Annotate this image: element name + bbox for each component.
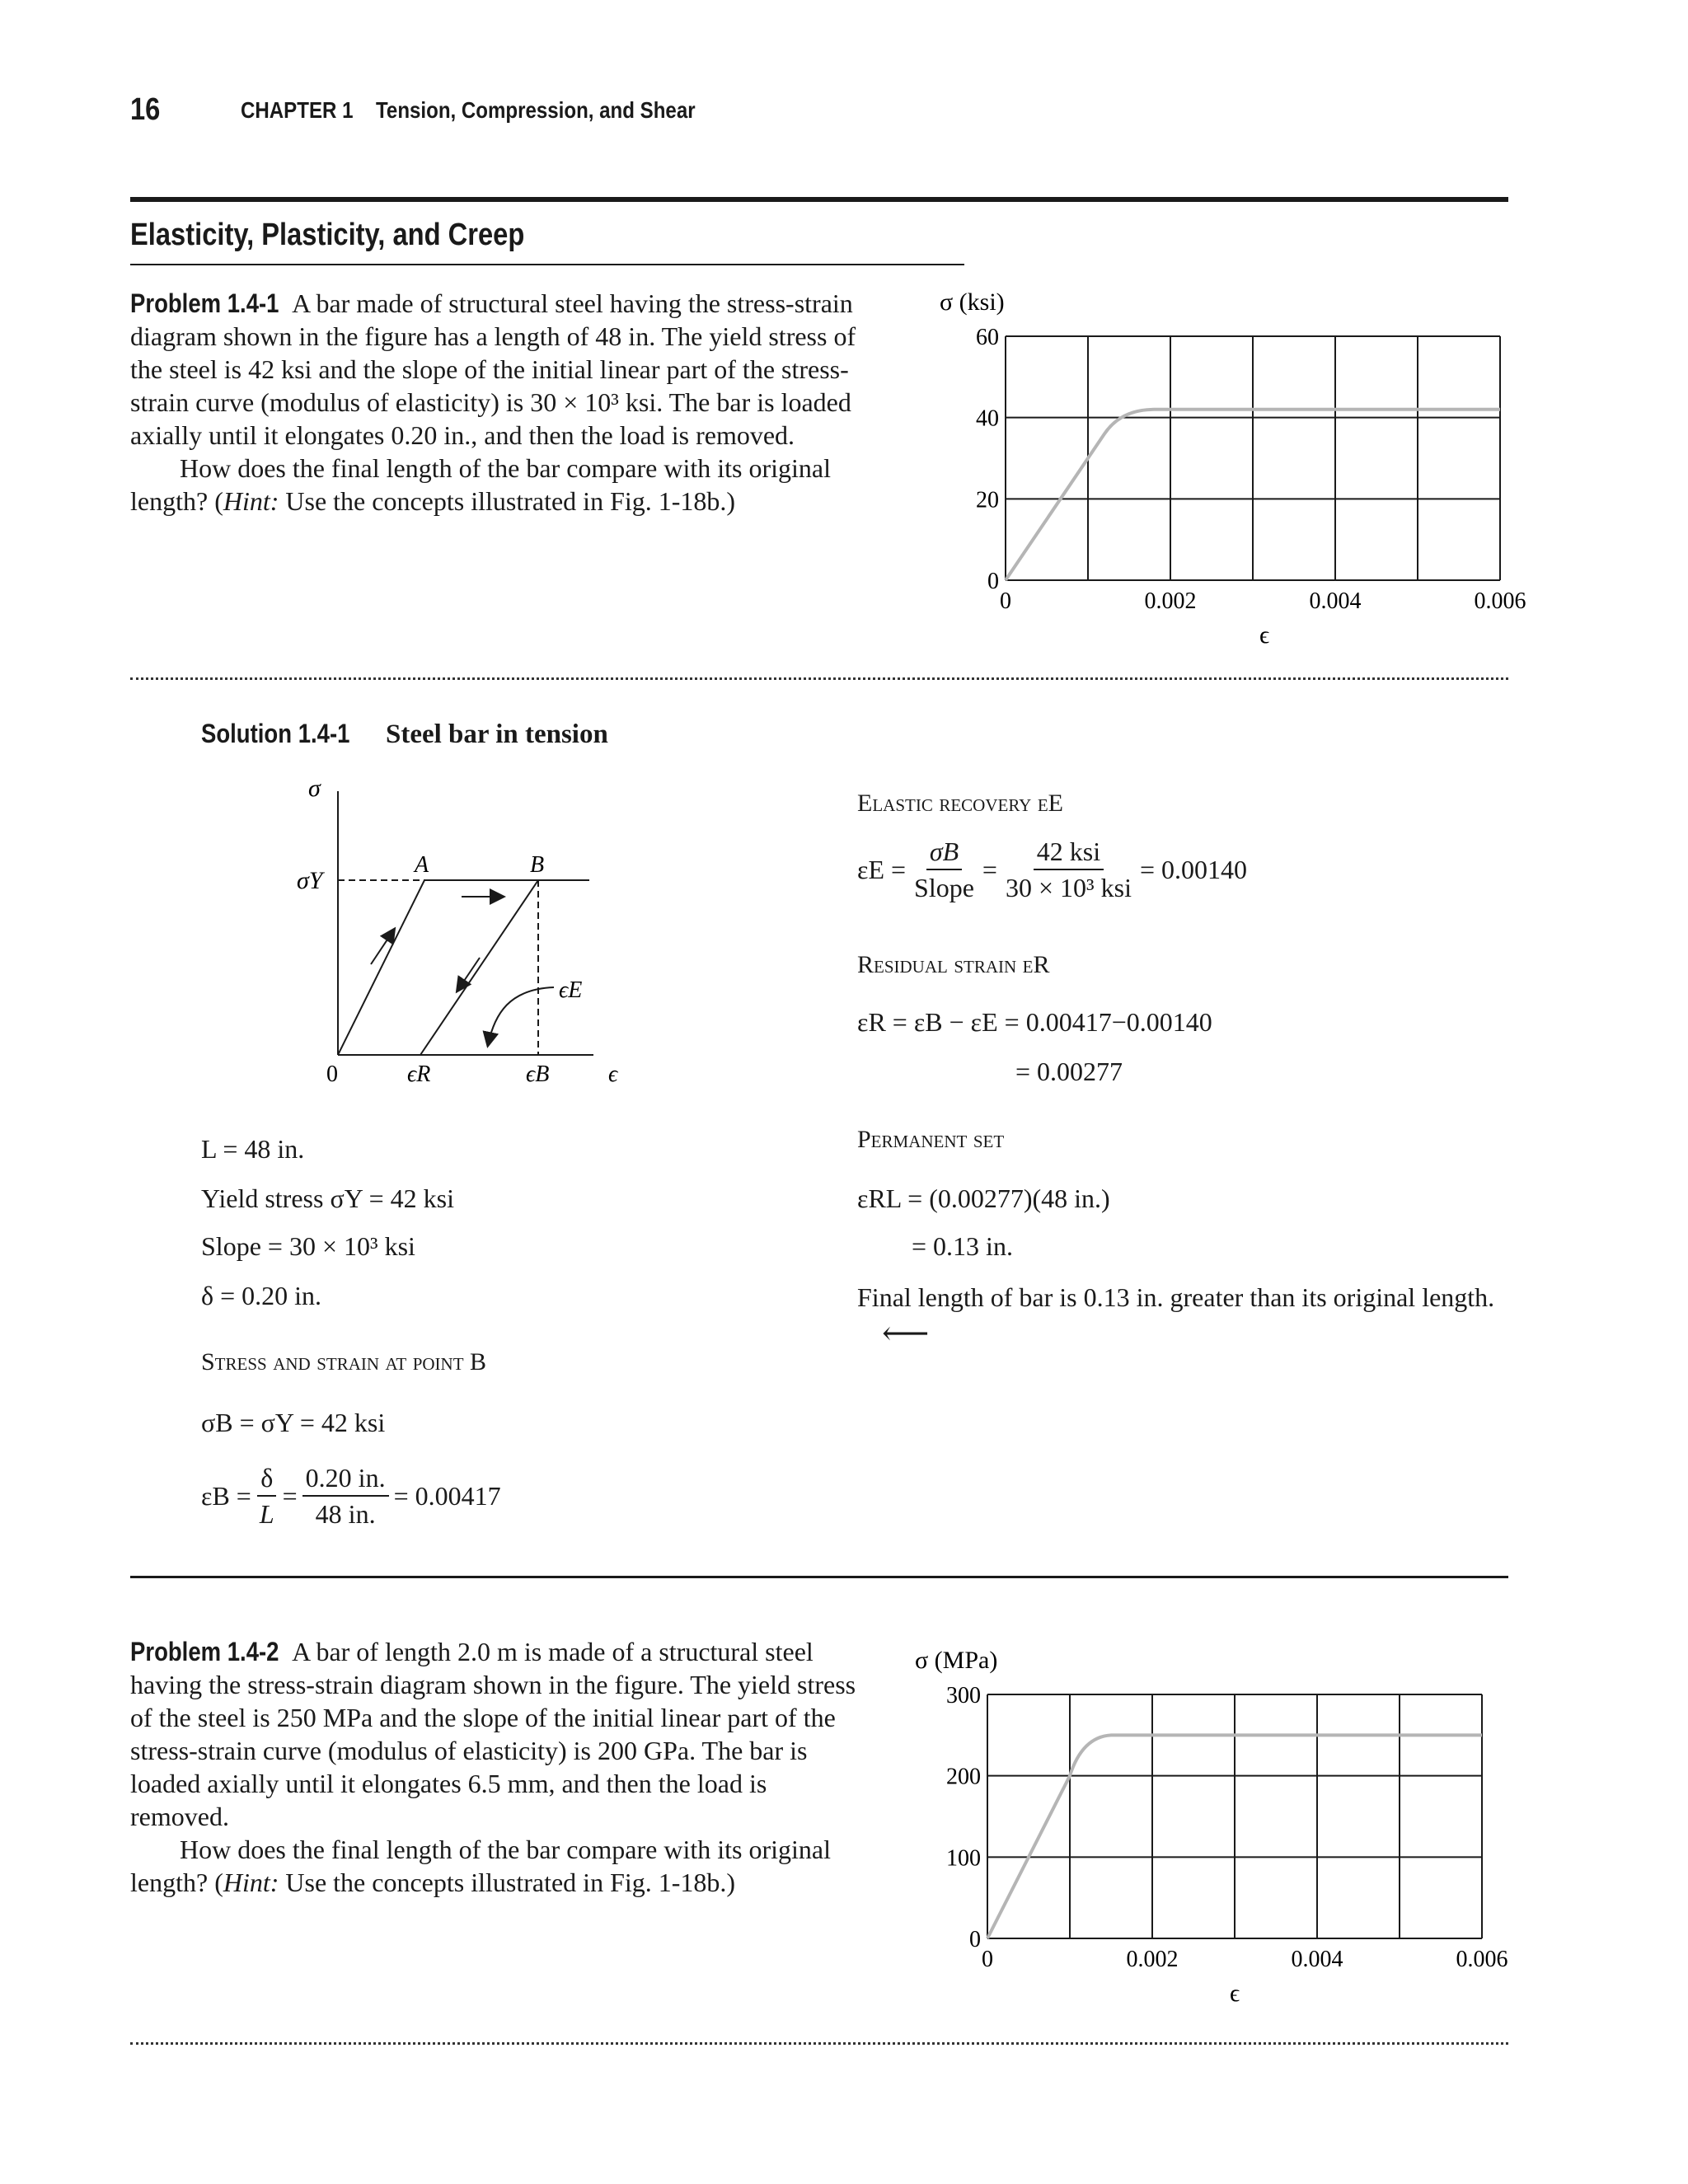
eps-e-frac-1 — [911, 836, 978, 903]
sigma-b-equation: σB = σY = 42 ksi — [201, 1408, 386, 1437]
chart-1-x-tick-label: 0 — [1000, 588, 1011, 614]
solution-diagram — [297, 775, 668, 1088]
eps-b-frac-1-den: L — [259, 1499, 274, 1529]
divider-dotted-1 — [130, 677, 1508, 680]
chart-1-x-tick-label: 0.004 — [1309, 588, 1362, 614]
chart-1-y-tick-label: 20 — [976, 487, 999, 513]
eps-e-equation — [857, 836, 1247, 903]
chart-1 — [940, 280, 1533, 651]
final-length-text: Final length of bar is 0.13 in. greater than its original length. — [857, 1282, 1495, 1312]
eps-e-frac-2 — [1002, 836, 1135, 903]
eps-e-frac-1-den: Slope — [914, 873, 974, 902]
final-length-statement — [857, 1281, 1500, 1352]
elastic-recovery-heading: Elastic recovery εE — [857, 790, 1063, 817]
problem-2-question: How does the final length of the bar compare with its original length? ( — [130, 1835, 832, 1897]
given-delta: δ = 0.20 in. — [201, 1281, 322, 1310]
chart-2-y-tick-label: 300 — [946, 1683, 981, 1708]
eps-b-frac-1 — [256, 1462, 278, 1530]
section-title: Elasticity, Plasticity, and Creep — [130, 218, 525, 252]
given-yield: Yield stress σY = 42 ksi — [201, 1183, 454, 1213]
eps-b-equation — [201, 1462, 501, 1530]
section-title-rule — [130, 264, 964, 265]
problem-1-question: How does the final length of the bar compare with its original length? ( — [130, 453, 832, 516]
given-length: L = 48 in. — [201, 1134, 305, 1164]
solution-1-heading — [201, 719, 608, 750]
chart-2-y-tick-label: 200 — [946, 1764, 981, 1790]
problem-1-hint-word: Hint: — [223, 486, 279, 516]
chart-1-x-tick-label: 0.002 — [1144, 588, 1197, 614]
diagram-eps-e-arrow — [488, 987, 554, 1045]
diagram-arrow-down — [457, 958, 480, 991]
problem-2-hint-word: Hint: — [223, 1868, 279, 1897]
chapter-label: CHAPTER 1 — [241, 97, 354, 123]
permanent-set-heading: Permanent set — [857, 1126, 1005, 1153]
chart-1-y-tick-label: 40 — [976, 405, 999, 432]
diagram-sigma-y-label: σY — [297, 867, 323, 894]
eps-e-equals: = — [982, 854, 997, 884]
eps-e-lhs: εE = — [857, 854, 907, 884]
chart-2-ylabel: σ (MPa) — [915, 1647, 998, 1674]
chart-2-xlabel: ϵ — [1230, 1980, 1240, 2007]
chart-2-x-tick-label: 0 — [982, 1947, 993, 1972]
problem-1-text — [130, 287, 889, 518]
diagram-unloading-line — [420, 880, 538, 1055]
problem-2-hint: Use the concepts illustrated in Fig. 1-18b.) — [279, 1868, 736, 1897]
diagram-eps-r-label: ϵR — [407, 1062, 431, 1087]
divider-solid — [130, 1576, 1508, 1578]
problem-2-label: Problem 1.4-2 — [130, 1637, 279, 1666]
eps-e-frac-2-num: 42 ksi — [1034, 836, 1104, 870]
problem-2-statement: A bar of length 2.0 m is made of a structural steel having the stress-strain diagram shown in the figure. The yield stress of the steel is 250 MPa and the slope of the initial linear part of the stress-strain curve (modulus of elasticity) is 200 GPa. The bar is loaded axially until it elongates 6.5 mm, and then the load is removed. — [130, 1637, 856, 1831]
chart-1-y-tick-label: 0 — [987, 569, 999, 594]
eps-r-line-1: εR = εB − εE = 0.00417−0.00140 — [857, 1007, 1212, 1037]
chart-2 — [907, 1638, 1517, 2009]
eps-e-result: = 0.00140 — [1139, 854, 1247, 884]
diagram-eps-e-label: ϵE — [559, 977, 583, 1003]
solution-1-label: Solution 1.4-1 — [201, 719, 350, 748]
perm-line-2: = 0.13 in. — [912, 1231, 1013, 1261]
eps-b-frac-1-num: δ — [257, 1462, 276, 1497]
final-arrow-icon: ⟵ — [882, 1314, 930, 1352]
chapter-title: Tension, Compression, and Shear — [376, 97, 696, 123]
eps-b-equals: = — [282, 1480, 298, 1511]
chart-2-y-tick-label: 100 — [946, 1845, 981, 1872]
divider-dotted-2 — [130, 2042, 1508, 2045]
given-slope: Slope = 30 × 10³ ksi — [201, 1231, 415, 1261]
chart-1-y-tick-label: 60 — [976, 325, 999, 350]
chart-1-ylabel: σ (ksi) — [940, 288, 1005, 316]
problem-1-question-paragraph — [130, 452, 889, 518]
problem-1-statement: A bar made of structural steel having the stress-strain diagram shown in the figure has a length of 48 in. The yield stress of the steel is 42 ksi and the slope of the initial linear part of the stress-strain curve (modulus of elasticity) is 30 × 10³ ksi. The bar is loaded axially until it elongates 0.20 in., and then the load is removed. — [130, 288, 856, 450]
eps-e-frac-1-num: σB — [926, 836, 962, 870]
problem-1-label: Problem 1.4-1 — [130, 288, 279, 318]
diagram-point-a: A — [415, 852, 429, 878]
chart-1-xlabel: ϵ — [1259, 621, 1270, 649]
problem-2-text — [130, 1635, 864, 1899]
chart-2-x-tick-label: 0.006 — [1456, 1947, 1508, 1972]
diagram-loading-line — [338, 880, 424, 1055]
eps-b-lhs: εB = — [201, 1480, 251, 1511]
eps-b-frac-2-den: 48 in. — [315, 1499, 376, 1529]
solution-1-title: Steel bar in tension — [386, 719, 608, 749]
chart-2-x-tick-label: 0.004 — [1291, 1947, 1343, 1972]
diagram-eps-label: ϵ — [608, 1062, 618, 1087]
eps-b-frac-2-num: 0.20 in. — [302, 1462, 389, 1497]
stress-strain-heading: Stress and strain at point B — [201, 1348, 487, 1376]
header-rule — [130, 197, 1508, 202]
diagram-eps-b-label: ϵB — [526, 1062, 550, 1087]
eps-b-frac-2 — [302, 1462, 389, 1530]
diagram-sigma-label: σ — [308, 775, 321, 802]
residual-strain-heading: Residual strain εR — [857, 951, 1050, 978]
chart-2-x-tick-label: 0.002 — [1126, 1947, 1179, 1972]
eps-b-result: = 0.00417 — [393, 1480, 501, 1511]
problem-1-hint: Use the concepts illustrated in Fig. 1-18b.) — [279, 486, 736, 516]
page-number: 16 — [130, 92, 161, 127]
diagram-origin: 0 — [326, 1062, 338, 1087]
problem-2-question-paragraph — [130, 1833, 864, 1899]
perm-line-1: εRL = (0.00277)(48 in.) — [857, 1183, 1110, 1213]
eps-r-line-2: = 0.00277 — [1015, 1057, 1123, 1086]
chart-1-x-tick-label: 0.006 — [1474, 588, 1526, 614]
diagram-point-b: B — [530, 852, 545, 878]
chart-2-y-tick-label: 0 — [969, 1927, 981, 1952]
eps-e-frac-2-den: 30 × 10³ ksi — [1005, 873, 1132, 902]
